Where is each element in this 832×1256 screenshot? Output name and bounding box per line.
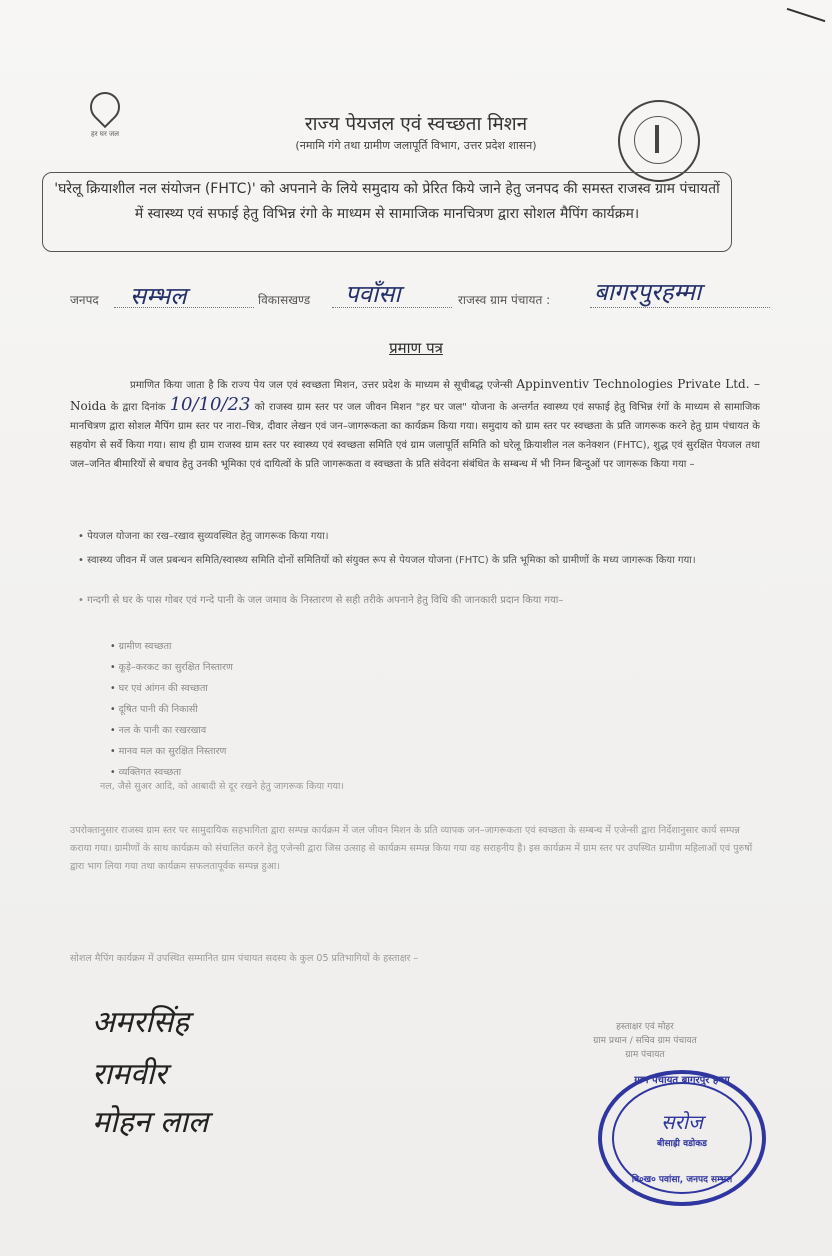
mission-title: राज्य पेयजल एवं स्वच्छता मिशन (304, 113, 528, 135)
attendance-line: सोशल मैपिंग कार्यक्रम में उपस्थित सम्मानित ग्राम पंचायत सदस्य के कुल 05 प्रतिभागियों के हस्ताक्षर – (70, 953, 419, 964)
gram-panchayat-label: राजस्व ग्राम पंचायत : (458, 293, 551, 307)
district-value: सम्भल (130, 282, 187, 310)
department-subtitle: (नमामि गंगे तथा ग्रामीण जलापूर्ति विभाग, उत्तर प्रदेश शासन) (295, 139, 537, 152)
logo-caption: हर घर जल (91, 130, 119, 138)
district-label: जनपद (70, 293, 99, 307)
certificate-paragraph: प्रमाणित किया जाता है कि राज्य पेय जल एवं स्वच्छता मिशन, उत्तर प्रदेश के माध्यम से सूचीबद्ध एजेन्सी Appinventiv Technologies Private Ltd. – Noida के द्वारा दिनांक 10/10/23 को राजस्व ग्राम स्तर पर जल जीवन मिशन "हर घर जल" योजना के अन्तर्गत स्वास्थ्य एवं सफाई हेतु विभिन्न रंगों के माध्यम से सामाजिक मानचित्रण द्वारा सोशल मैपिंग ग्राम स्तर पर नारा–चित्र, दीवार लेखन एवं जन–जागरूकता का कार्यक्रम किया गया। समुदाय को ग्राम स्तर पर स्वच्छता के प्रति जागरूक करने हेतु ग्राम पंचायत के सहयोग से सर्वे किया गया। साथ ही ग्राम राजस्व ग्राम स्तर पर स्वास्थ्य एवं स्वच्छता समिति एवं ग्राम जलापूर्ति समिति को घरेलू क्रियाशील नल कनेक्शन (FHTC), शुद्ध एवं सुरक्षित पेयजल तथा जल–जनित बीमारियों से बचाव हेतु उनकी भूमिका एवं दायित्वों के प्रति जागरूकता व स्वच्छता के प्रति संवेदना संबंधित के सम्बन्ध में भी निम्न बिन्दुओं पर जागरूक किया गया – (70, 377, 761, 470)
list-item: • व्यक्तिगत स्वच्छता (110, 762, 233, 783)
bullet-2: • स्वास्थ्य जीवन में जल प्रबन्धन समिति/स्वास्थ्य समिति दोनों समितियों को संयुक्त रूप से पेयजल योजना (FHTC) के प्रति भूमिका को ग्रामीणों के मध्य जागरूक किया गया। (78, 555, 696, 566)
bullet-1: • पेयजल योजना का रख–रखाव सुव्यवस्थित हेतु जागरूक किया गया। (78, 531, 329, 542)
pen-mark (787, 8, 826, 22)
signature-3: मोहन लाल (92, 1105, 209, 1140)
program-notice-box: 'घरेलू क्रियाशील नल संयोजन (FHTC)' को अपनाने के लिये समुदाय को प्रेरित किये जाने हेतु जनपद की समस्त राजस्व ग्राम पंचायतों में स्वास्थ्य एवं सफाई हेतु विभिन्न रंगो के माध्यम से सामाजिक मानचित्रण द्वारा सोशल मैपिंग कार्यक्रम। (42, 172, 732, 252)
program-date: 10/10/23 (169, 394, 251, 415)
bullet-3: • गन्दगी से घर के पास गोबर एवं गन्दे पानी के जल जमाव के निस्तारण से सही तरीके अपनाने हेतु विधि की जानकारी प्रदान किया गया– (78, 595, 564, 606)
list-item: • नल के पानी का रखरखाव (110, 720, 233, 741)
gram-panchayat-stamp: ग्राम पंचायत बागरपुर हम्मा सरोज बीसाह्री वडोकड वि०ख० पवांसा, जनपद सम्भल (598, 1070, 766, 1206)
block-value: पवाँसा (345, 280, 401, 308)
certificate-title: प्रमाण पत्र (389, 339, 443, 357)
closing-paragraph: उपरोक्तानुसार राजस्व ग्राम स्तर पर सामुदायिक सहभागिता द्वारा सम्पन्न कार्यक्रम में जल जीवन मिशन के प्रति व्यापक जन–जागरूकता एवं स्वच्छता के सम्बन्ध में एजेन्सी द्वारा निर्देशानुसार कार्य सम्पन्न कराया गया। ग्रामीणों के साथ कार्यक्रम को संचालित करने हेतु एजेन्सी द्वारा जिस उत्साह से कार्यक्रम सम्पन्न किया गया वह सराहनीय है। इस कार्यक्रम में ग्राम स्तर पर उपस्थित ग्रामीण महिलाओं एवं पुरुषों द्वारा भाग लिया गया तथा कार्यक्रम सफलतापूर्वक सम्पन्न हुआ। (70, 825, 753, 872)
list-item: • ग्रामीण स्वच्छता (110, 636, 233, 657)
agency-name: Appinventiv Technologies Private Ltd. – Noida (70, 377, 761, 413)
gram-panchayat-value: बागरपुरहम्मा (594, 278, 702, 306)
list-item: • मानव मल का सुरक्षित निस्तारण (110, 741, 233, 762)
list-item: • कूड़े–करकट का सुरक्षित निस्तारण (110, 657, 233, 678)
secretary-signature-block: हस्ताक्षर एवं मोहर ग्राम प्रधान / सचिव ग्राम पंचायत ग्राम पंचायत (593, 1022, 697, 1060)
block-label: विकासखण्ड (258, 293, 311, 307)
note-line: नल, जैसे सुअर आदि, को आबादी से दूर रखने हेतु जागरूक किया गया। (100, 781, 345, 792)
signature-2: रामवीर (92, 1057, 167, 1092)
signature-1: अमरसिंह (92, 1005, 190, 1040)
list-item: • दूषित पानी की निकासी (110, 699, 233, 720)
sanitation-topics-list (110, 636, 233, 783)
list-item: • घर एवं आंगन की स्वच्छता (110, 678, 233, 699)
